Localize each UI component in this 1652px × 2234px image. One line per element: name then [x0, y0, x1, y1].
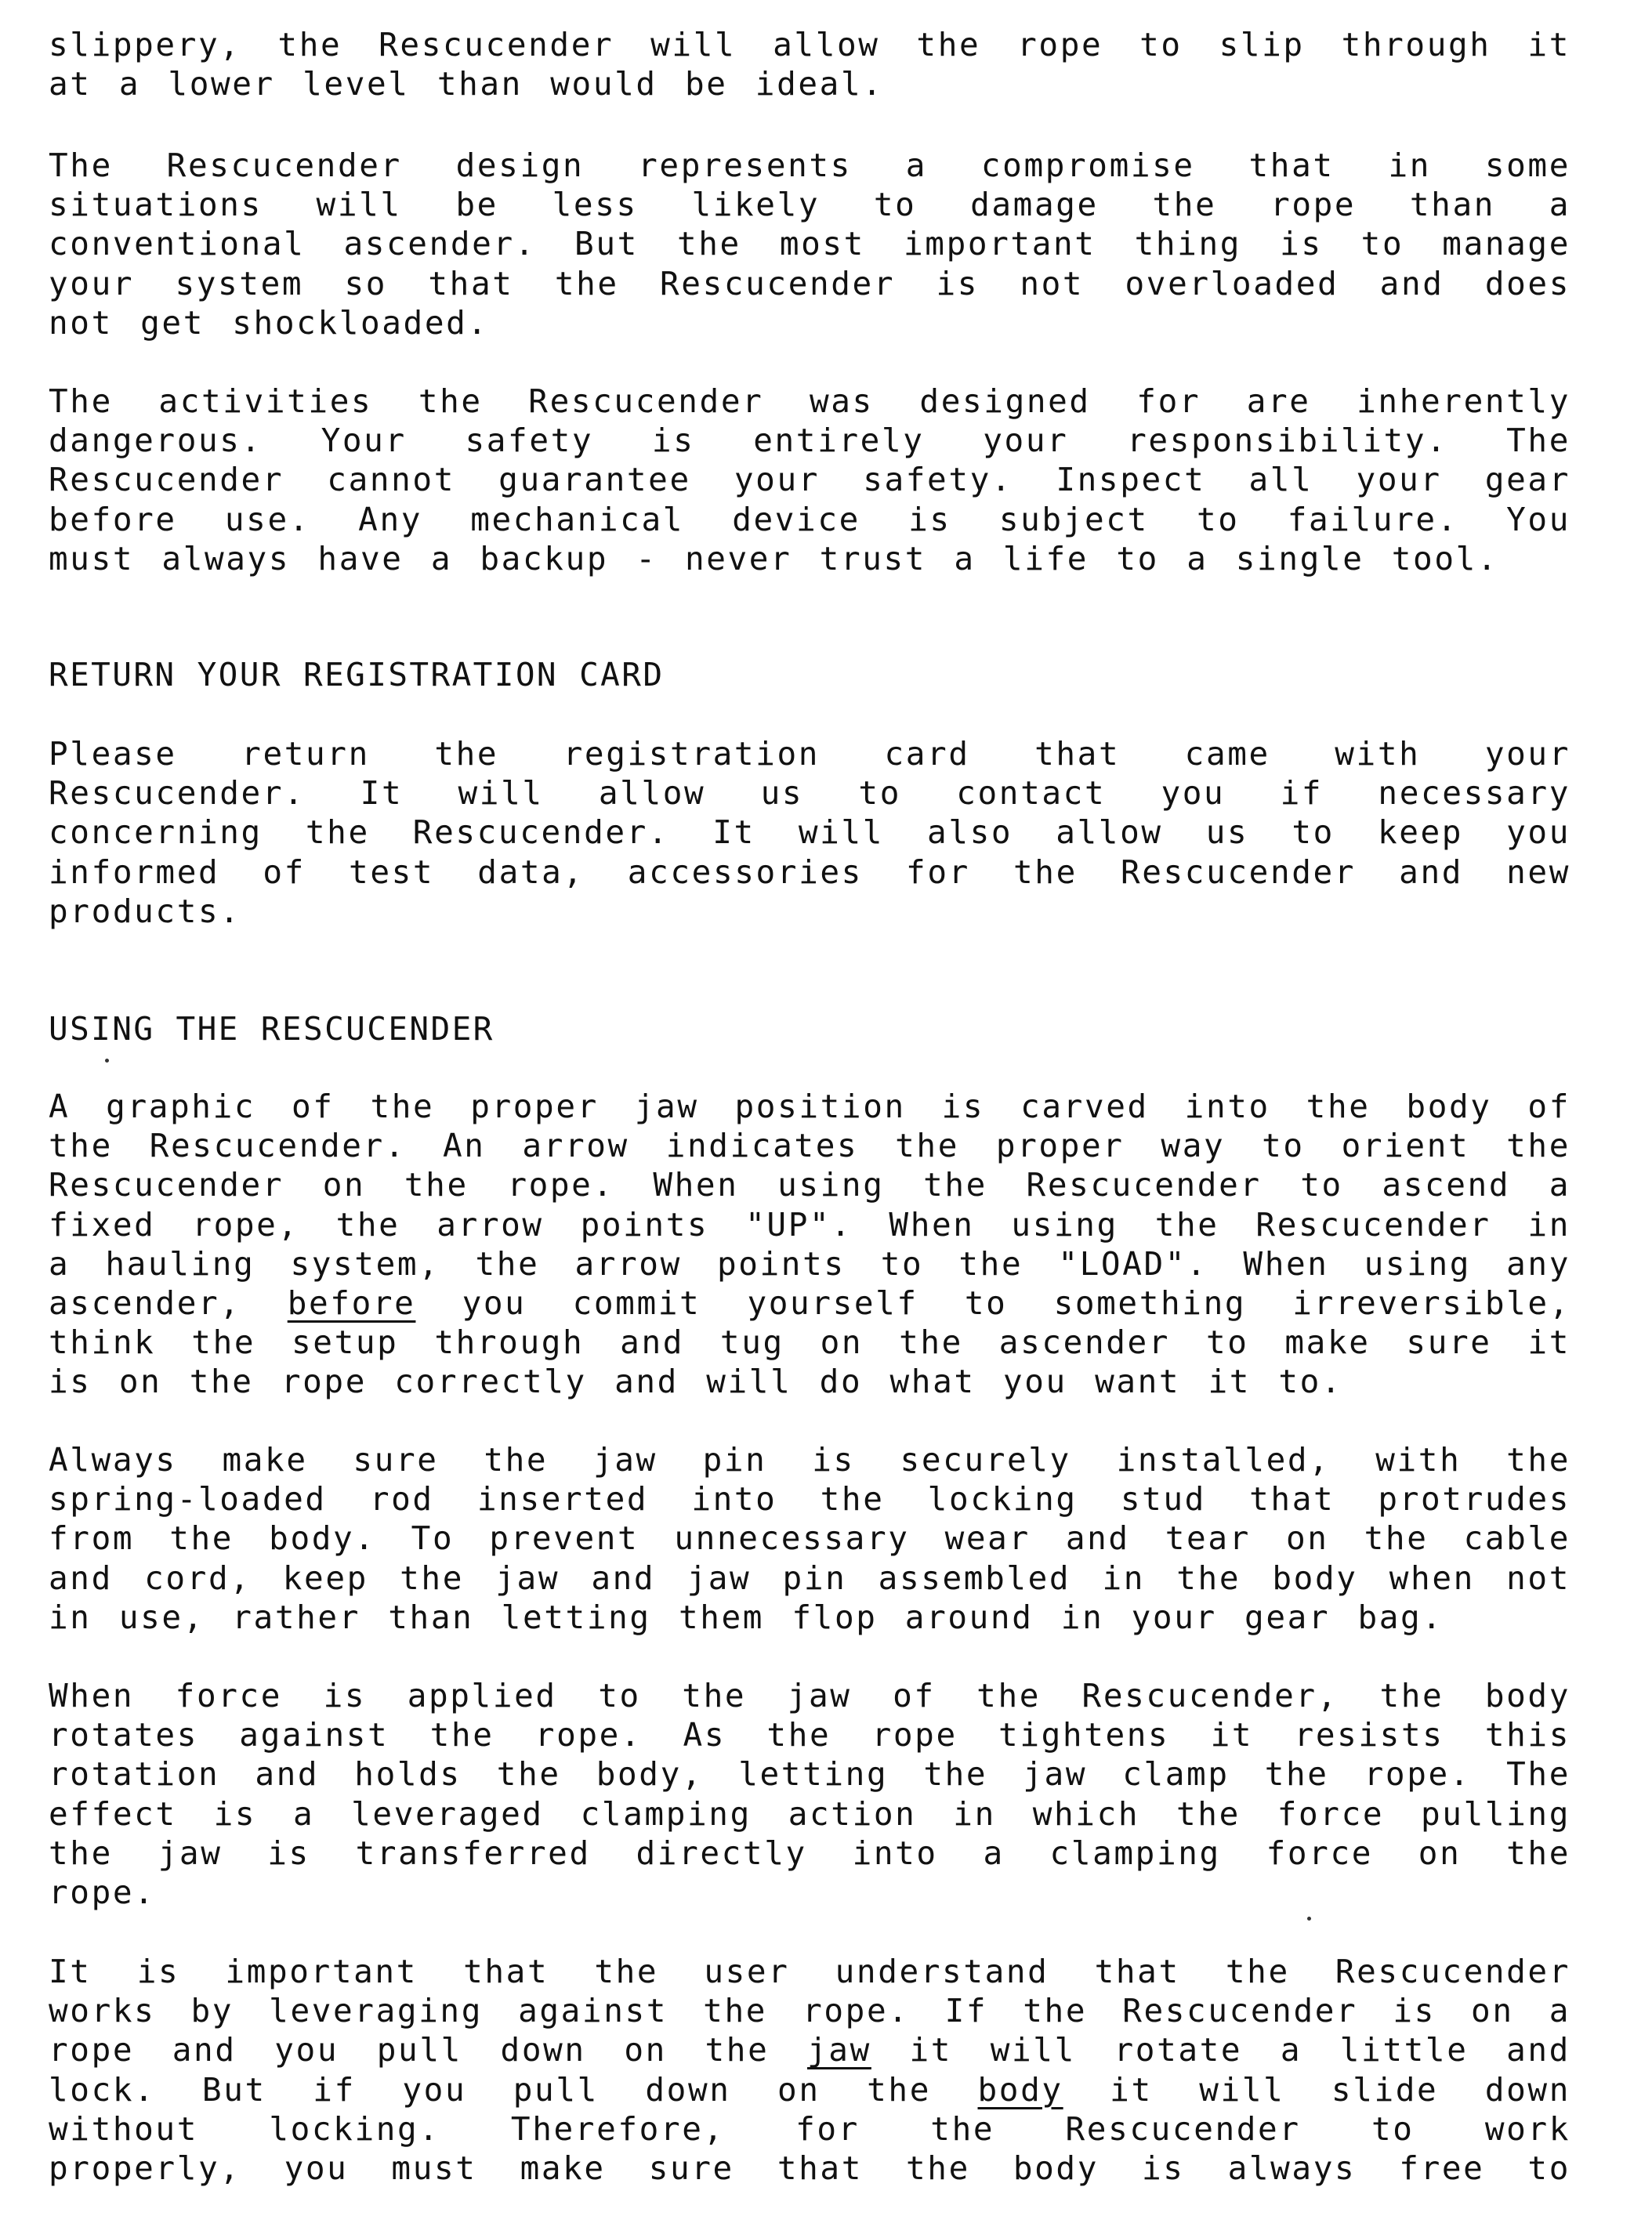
text-line: rotates against the rope. As the rope tightens it resists this	[49, 1716, 1570, 1754]
text-line: When force is applied to the jaw of the Rescucender, the body	[49, 1677, 1570, 1714]
text-line: your system so that the Rescucender is not overloaded and does	[49, 264, 1570, 302]
text-line: concerning the Rescucender. It will also allow us to keep you	[49, 813, 1570, 852]
text-line: rotation and holds the body, letting the jaw clamp the rope. The	[49, 1755, 1570, 1794]
paragraph-jaw-position	[49, 1087, 1570, 1402]
paragraph-safety-warning	[49, 382, 1570, 578]
text-segment: it will rotate a little and	[909, 2031, 1570, 2069]
text-line: a hauling system, the arrow points to the "LOAD". When using any	[49, 1244, 1570, 1283]
text-segment: it will slide down	[1110, 2070, 1570, 2109]
text-line: A graphic of the proper jaw position is carved into the body of	[49, 1088, 1570, 1125]
text-line: not get shockloaded.	[49, 303, 489, 342]
text-line: in use, rather than letting them flop around in your gear bag.	[49, 1598, 1444, 1636]
paragraph-design-compromise	[49, 146, 1570, 342]
text-line: The activities the Rescucender was designed for are inherently	[49, 382, 1570, 420]
section-heading-registration: RETURN YOUR REGISTRATION CARD	[49, 656, 665, 693]
text-line: conventional ascender. But the most important thing is to manage	[49, 225, 1570, 263]
text-line: at a lower level than would be ideal.	[49, 65, 884, 103]
text-line: The Rescucender design represents a compromise that in some	[49, 147, 1570, 184]
text-line: situations will be less likely to damage the rope than a	[49, 186, 1570, 224]
scan-speck	[105, 1059, 109, 1063]
underlined-word-body: body	[977, 2070, 1063, 2109]
text-segment: you commit yourself to something irreversible,	[462, 1284, 1570, 1322]
text-line: Please return the registration card that came with your	[49, 735, 1570, 773]
text-line: dangerous. Your safety is entirely your responsibility. The	[49, 422, 1570, 460]
text-line: the jaw is transferred directly into a clamping force on the	[49, 1834, 1570, 1872]
text-line: It is important that the user understand that the Rescucender	[49, 1953, 1570, 1990]
text-line: from the body. To prevent unnecessary wear and tear on the cable	[49, 1519, 1570, 1558]
text-line: spring-loaded rod inserted into the locking stud that protrudes	[49, 1480, 1570, 1519]
text-line: the Rescucender. An arrow indicates the proper way to orient the	[49, 1127, 1570, 1165]
text-line: Always make sure the jaw pin is securely installed, with the	[49, 1441, 1570, 1479]
paragraph-jaw-pin	[49, 1440, 1570, 1637]
paragraph-leveraging	[49, 1952, 1570, 2188]
text-line: without locking. Therefore, for the Rescucender to work	[49, 2109, 1570, 2148]
text-line	[49, 2070, 1570, 2109]
text-segment: ascender,	[49, 1284, 241, 1322]
text-line: Rescucender. It will allow us to contact you if necessary	[49, 774, 1570, 813]
text-line: think the setup through and tug on the ascender to make sure it	[49, 1323, 1570, 1362]
text-line: Rescucender cannot guarantee your safety. Inspect all your gear	[49, 461, 1570, 499]
text-line: must always have a backup - never trust a life to a single tool.	[49, 539, 1499, 578]
underlined-word-jaw: jaw	[807, 2031, 871, 2069]
text-line: slippery, the Rescucender will allow the rope to slip through it	[49, 26, 1570, 63]
text-line: fixed rope, the arrow points "UP". When using the Rescucender in	[49, 1205, 1570, 1244]
text-line: is on the rope correctly and will do what you want it to.	[49, 1363, 1343, 1401]
text-segment: rope and you pull down on the	[49, 2031, 770, 2069]
text-line: products.	[49, 892, 241, 930]
paragraph-rope-slip	[49, 25, 1570, 103]
text-line: before use. Any mechanical device is subject to failure. You	[49, 500, 1570, 538]
text-line: effect is a leveraged clamping action in which the force pulling	[49, 1794, 1570, 1833]
text-line	[49, 2030, 1570, 2069]
text-segment: lock. But if you pull down on the	[49, 2070, 931, 2109]
text-line: properly, you must make sure that the body is always free to	[49, 2149, 1570, 2187]
text-line: Rescucender on the rope. When using the Rescucender to ascend a	[49, 1166, 1570, 1204]
paragraph-clamping-action	[49, 1676, 1570, 1912]
section-heading-using: USING THE RESCUCENDER	[49, 1010, 495, 1048]
text-line: and cord, keep the jaw and jaw pin assembled in the body when not	[49, 1559, 1570, 1597]
text-line: rope.	[49, 1873, 156, 1911]
scan-speck	[1307, 1917, 1311, 1921]
text-line: works by leveraging against the rope. If the Rescucender is on a	[49, 1992, 1570, 2030]
paragraph-registration-card	[49, 734, 1570, 931]
text-line: informed of test data, accessories for the Rescucender and new	[49, 853, 1570, 891]
text-line	[49, 1284, 1570, 1323]
underlined-word-before: before	[287, 1284, 416, 1322]
